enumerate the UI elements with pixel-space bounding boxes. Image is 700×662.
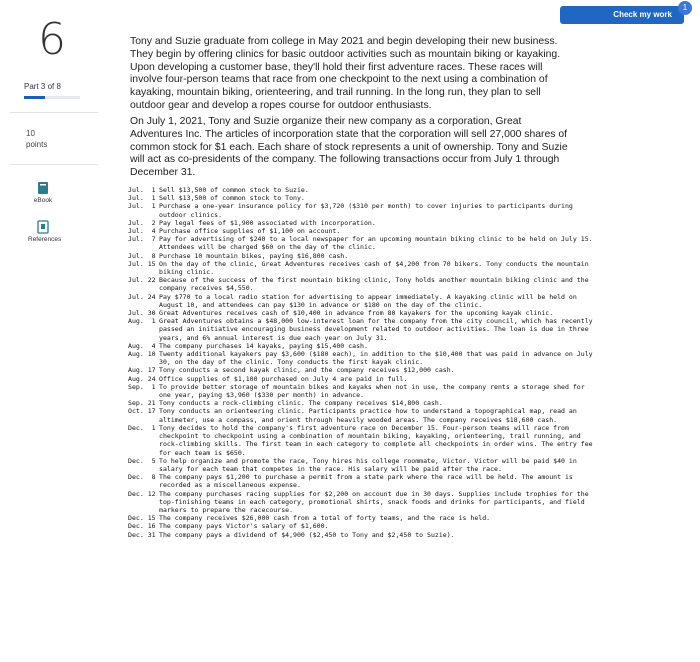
transaction-row <box>128 186 600 194</box>
transaction-row <box>128 317 600 342</box>
transaction-date: Oct. 17 <box>128 407 156 416</box>
transaction-text: Office supplies of $1,100 purchased on July 4 are paid in full. <box>159 374 408 383</box>
transaction-text: Pay $770 to a local radio station for advertising to appear immediately. A kayaking clinic will be held on August 10, and attendees can pay $130 in advance or $180 on the day of the clinic. <box>159 292 581 309</box>
part-progress-bar <box>24 96 80 99</box>
transaction-text: Purchase 10 mountain bikes, paying $16,800 cash. <box>159 251 349 260</box>
ebook-link[interactable] <box>28 181 58 204</box>
transaction-date: Dec. 15 <box>128 514 156 523</box>
transaction-row <box>128 375 600 383</box>
transaction-date: Dec. 1 <box>128 423 156 432</box>
transaction-date: Dec. 12 <box>128 489 156 498</box>
transaction-text: Sell $13,500 of common stock to Tony. <box>159 194 305 203</box>
transaction-date: Jul. 8 <box>128 251 156 260</box>
transaction-date: Jul. 7 <box>128 235 156 244</box>
transaction-row <box>128 293 600 309</box>
transaction-date: Jul. 1 <box>128 202 156 211</box>
transaction-date: Aug. 17 <box>128 366 156 375</box>
transaction-text: Sell $13,500 of common stock to Suzie. <box>159 186 309 194</box>
transaction-row <box>128 424 600 457</box>
transaction-date: Aug. 10 <box>128 350 156 359</box>
transaction-date: Jul. 15 <box>128 259 156 268</box>
transaction-date: Aug. 4 <box>128 341 156 350</box>
transaction-row <box>128 219 600 227</box>
transaction-date: Dec. 31 <box>128 530 156 539</box>
transaction-text: Great Adventures receives cash of $10,400 in advance from 80 kayakers for the upcoming kayak clinic. <box>159 309 554 318</box>
transaction-date: Jul. 22 <box>128 276 156 285</box>
transaction-row <box>128 399 600 407</box>
points-value: 10 <box>26 129 35 138</box>
transaction-date: Dec. 5 <box>128 456 156 465</box>
transaction-text: Pay for advertising of $240 to a local newspaper for an upcoming mountain biking clinic to be held on July 15. Attendees will be charged $60 on the day of the clinic. <box>159 235 597 252</box>
transaction-row <box>128 276 600 292</box>
check-my-work-button[interactable]: Check my work <box>560 6 684 24</box>
transaction-date: Jul. 30 <box>128 309 156 318</box>
transaction-row <box>128 407 600 423</box>
transaction-text: Tony conducts a second kayak clinic, and the company receives $12,000 cash. <box>159 366 455 375</box>
points-block <box>26 128 47 150</box>
transaction-date: Aug. 24 <box>128 374 156 383</box>
transaction-row <box>128 194 600 202</box>
references-label: References <box>28 236 62 243</box>
transaction-text: Twenty additional kayakers pay $3,600 ($180 each), in addition to the $10,400 that was paid in advance on July 30, on the day of the clinic. Tony conducts the first kayak clinic. <box>159 350 597 367</box>
transaction-row <box>128 531 600 539</box>
transaction-text: Tony decides to hold the company's first adventure race on December 15. Four-person teams will race from checkpoint to checkpoint using a combination of mountain biking, kayaking, orienteering, trail running, and rock-climbing skills. The first team in each category to complete all checkpoints in order wins. The entry fee for each team is $650. <box>159 423 597 457</box>
transaction-date: Sep. 21 <box>128 399 156 408</box>
transaction-text: The company purchases 14 kayaks, paying $15,400 cash. <box>159 341 368 350</box>
check-count-badge: 1 <box>678 1 692 15</box>
transaction-row <box>128 260 600 276</box>
transactions-list <box>128 186 600 539</box>
transaction-date: Jul. 1 <box>128 194 156 203</box>
transaction-text: Purchase office supplies of $1,100 on account. <box>159 227 341 236</box>
transaction-text: Tony conducts a rock-climbing clinic. The company receives $14,800 cash. <box>159 399 443 408</box>
transaction-text: The company pays Victor's salary of $1,600. <box>159 522 329 531</box>
problem-intro: Tony and Suzie graduate from college in May 2021 and begin developing their new business. They begin by offering clinics for basic outdoor activities such as mountain biking or kayaking. Upon developing a customer base, they'll hold their first adventure races. These races will involve four-person teams that race from one checkpoint to the next using a combination of kayaking, mountain biking, orienteering, and trail running. In the long run, they plan to sell outdoor gear and develop a ropes course for outdoor enthusiasts. <box>130 36 561 111</box>
transaction-row <box>128 514 600 522</box>
transaction-date: Dec. 16 <box>128 522 156 531</box>
points-label: points <box>26 140 48 149</box>
transaction-date: Sep. 1 <box>128 382 156 391</box>
transaction-date: Jul. 1 <box>128 186 156 194</box>
transaction-text: Pay legal fees of $1,900 associated with incorporation. <box>159 218 376 227</box>
transaction-row <box>128 309 600 317</box>
transaction-date: Dec. 8 <box>128 473 156 482</box>
question-number: 6 <box>38 14 66 65</box>
transaction-row <box>128 235 600 251</box>
transaction-date: Aug. 1 <box>128 317 156 326</box>
references-link[interactable] <box>28 220 62 243</box>
problem-setup: On July 1, 2021, Tony and Suzie organize their new company as a corporation, Great Adventures Inc. The articles of incorporation state that the corporation will sell 27,000 shares of common stock for $1 each. Each share of stock represents a unit of ownership. Tony and Suzie will act as co-presidents of the company. The following transactions occur from July 1 through December 31. <box>130 116 568 179</box>
transaction-row <box>128 342 600 350</box>
transaction-row <box>128 252 600 260</box>
transaction-text: The company purchases racing supplies for $2,200 on account due in 30 days. Supplies include trophies for the top-finishing teams in each category, promotional shirts, snack foods and drinks for participants, and field markers to prepare the racecourse. <box>159 489 593 514</box>
transaction-text: To help organize and promote the race, Tony hires his college roommate, Victor. Victor will be paid $40 in salary for each team that competes in the race. His salary will be paid after the race. <box>159 456 581 473</box>
transaction-text: Because of the success of the first mountain biking clinic, Tony holds another mountain biking clinic and the company receives $4,550. <box>159 276 593 293</box>
transaction-text: The company receives $26,000 cash from a total of forty teams, and the race is held. <box>159 514 491 523</box>
transaction-text: To provide better storage of mountain bikes and kayaks when not in use, the company rents a storage shed for one year, paying $3,960 ($330 per month) in advance. <box>159 382 589 400</box>
ebook-label: eBook <box>33 197 53 204</box>
transaction-row <box>128 457 600 473</box>
transaction-row <box>128 383 600 399</box>
transaction-row <box>128 490 600 515</box>
transaction-row <box>128 473 600 489</box>
transaction-row <box>128 522 600 530</box>
transaction-text: Purchase a one-year insurance policy for $3,720 ($310 per month) to cover injuries to participants during outdoor clinics. <box>159 202 577 219</box>
divider <box>10 112 98 113</box>
transaction-text: The company pays a dividend of $4,900 ($2,450 to Tony and $2,450 to Suzie). <box>159 530 455 539</box>
divider <box>10 164 98 165</box>
part-indicator: Part 3 of 8 <box>24 82 61 91</box>
references-icon <box>34 220 52 234</box>
transaction-row <box>128 366 600 374</box>
transaction-date: Jul. 24 <box>128 292 156 301</box>
transaction-text: On the day of the clinic, Great Adventures receives cash of $4,200 from 70 bikers. Tony conducts the mountain biking clinic. <box>159 259 593 277</box>
transaction-row <box>128 202 600 218</box>
book-icon <box>34 181 52 195</box>
transaction-text: Tony conducts an orienteering clinic. Participants practice how to understand a topographical map, read an altimeter, use a compass, and orient through heavily wooded areas. The company receives $18,600 cash. <box>159 407 581 424</box>
transaction-row <box>128 227 600 235</box>
transaction-date: Jul. 2 <box>128 218 156 227</box>
transaction-date: Jul. 4 <box>128 227 156 236</box>
transaction-text: The company pays $1,200 to purchase a permit from a state park where the race will be held. The amount is recorded as a miscellaneous expense. <box>159 473 577 490</box>
transaction-row <box>128 350 600 366</box>
transaction-text: Great Adventures obtains a $48,000 low-interest loan for the company from the city council, which has recently passed an initiative encouraging business development related to outdoor activities. The loan is due in three years, and 6% annual interest is due each year on July 31. <box>159 317 597 342</box>
